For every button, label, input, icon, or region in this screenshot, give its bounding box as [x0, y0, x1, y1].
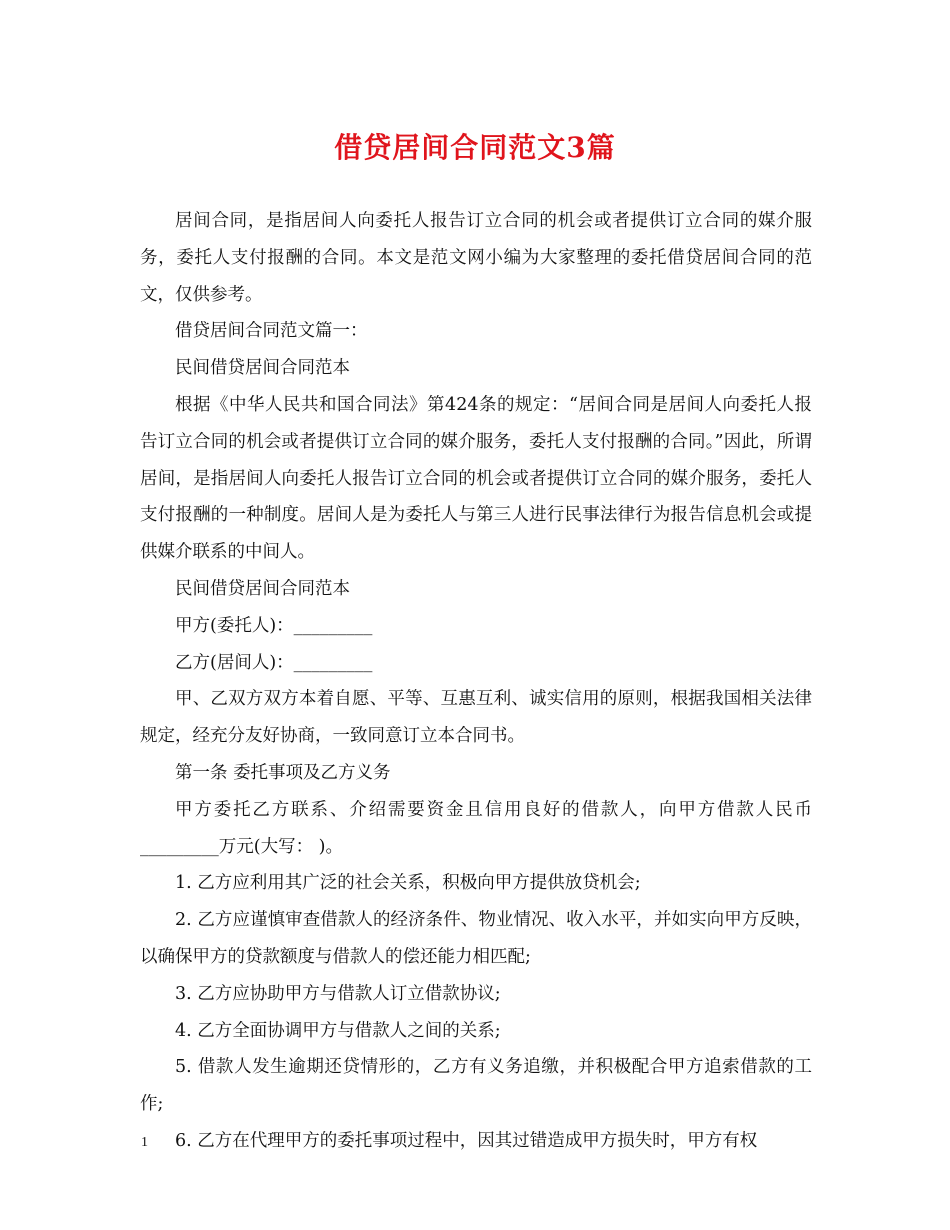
party-a-line: 甲方(委托人)：_________	[175, 615, 373, 636]
subheading: 民间借贷居间合同范本	[175, 358, 350, 379]
law-paragraph: 根据《中华人民共和国合同法》第424条的规定：“居间合同是居间人向委托人报告订立合同的机会或者提供订立合同的媒介服务，委托人支付报酬的合同。”因此，所谓居间，是指居间人向委托人报告订立合同的机会或者提供订立合同的媒介服务，委托人支付报酬的一种制度。居间人是为委托人与第三人进行民事法律行为报告信息机会或提供媒介联系的中间人。	[140, 394, 812, 563]
party-b-line: 乙方(居间人)：_________	[175, 652, 373, 673]
clause-3: 3. 乙方应协助甲方与借款人订立借款协议;	[175, 983, 501, 1004]
clause-2: 2. 乙方应谨慎审查借款人的经济条件、物业情况、收入水平，并如实向甲方反映，以确保甲方的贷款额度与借款人的偿还能力相匹配;	[140, 910, 812, 967]
clause-6: 6. 乙方在代理甲方的委托事项过程中，因其过错造成甲方损失时，甲方有权	[175, 1130, 758, 1151]
document-title: 借贷居间合同范文3篇	[334, 131, 616, 164]
article-heading: 第一条 委托事项及乙方义务	[175, 762, 391, 783]
document-body	[140, 203, 812, 1160]
clause-4: 4. 乙方全面协调甲方与借款人之间的关系;	[175, 1020, 501, 1041]
intro-paragraph: 居间合同，是指居间人向委托人报告订立合同的机会或者提供订立合同的媒介服务，委托人支付报酬的合同。本文是范文网小编为大家整理的委托借贷居间合同的范文，仅供参考。	[140, 211, 812, 305]
page-number: 1	[141, 1135, 148, 1150]
clause-5: 5. 借款人发生逾期还贷情形的，乙方有义务追缴，并积极配合甲方追索借款的工作;	[140, 1057, 812, 1115]
subheading: 民间借贷居间合同范本	[175, 578, 350, 599]
entrust-paragraph: 甲方委托乙方联系、介绍需要资金且信用良好的借款人，向甲方借款人民币 _________万元(大写： )。	[140, 799, 812, 857]
clause-1: 1. 乙方应利用其广泛的社会关系，积极向甲方提供放贷机会;	[175, 873, 641, 894]
agreement-paragraph: 甲、乙双方双方本着自愿、平等、互惠互利、诚实信用的原则，根据我国相关法律规定，经充分友好协商，一致同意订立本合同书。	[140, 689, 812, 747]
section-heading-1: 借贷居间合同范文篇一：	[175, 321, 368, 342]
